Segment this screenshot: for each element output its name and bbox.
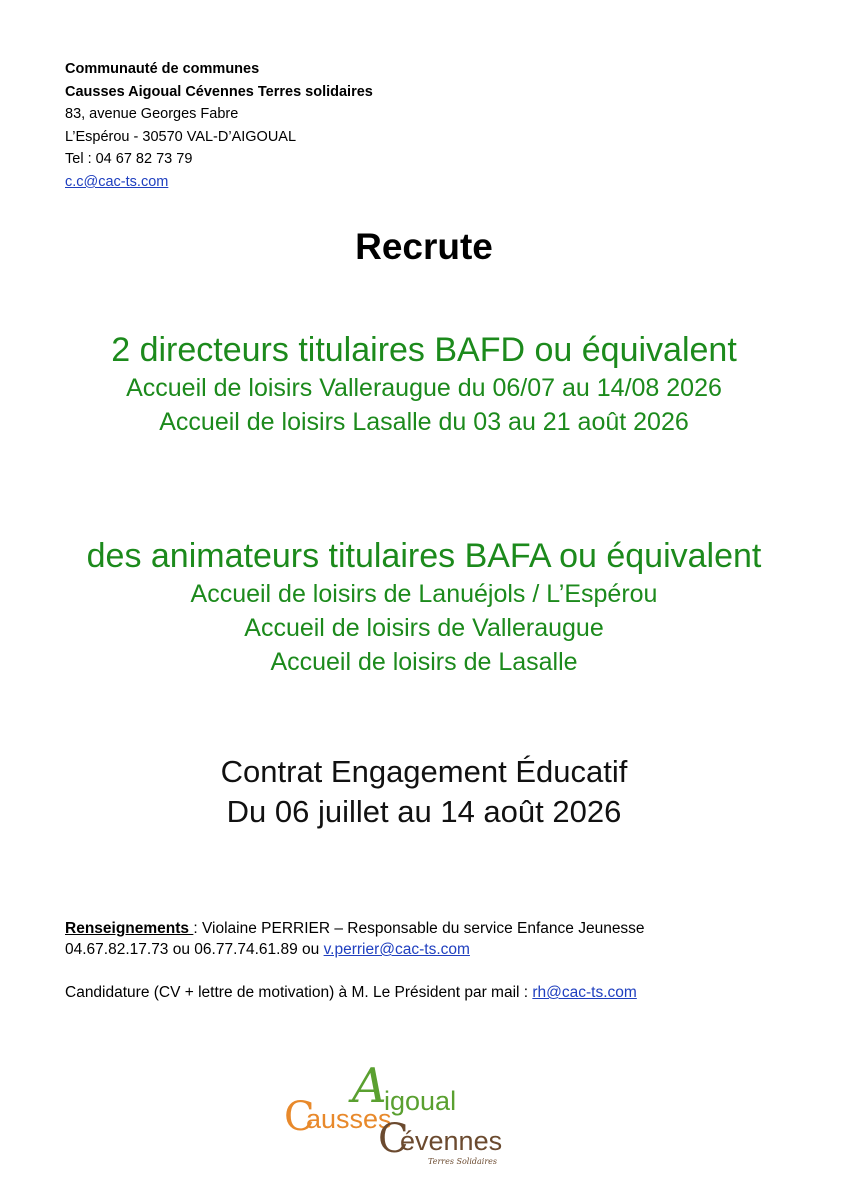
- logo-c2-letter: C: [378, 1116, 409, 1162]
- sender-tel: Tel : 04 67 82 73 79: [65, 151, 193, 168]
- contract-line1: Contrat Engagement Éducatif: [220, 754, 628, 789]
- page-title: Recrute: [355, 226, 493, 267]
- sender-city: L’Espérou - 30570 VAL-D’AIGOUAL: [65, 128, 297, 145]
- info-label: Renseignements: [65, 920, 194, 937]
- animators-line3: Accueil de loisirs de Lasalle: [270, 648, 578, 676]
- animators-line1: Accueil de loisirs de Lanuéjols / L’Espérou: [190, 580, 658, 608]
- logo-a-letter: A: [352, 1058, 387, 1114]
- sender-block: [65, 58, 373, 194]
- logo-aigoual: igoual: [384, 1086, 457, 1116]
- contract-section: [0, 752, 848, 832]
- info-text: : Violaine PERRIER – Responsable du service Enfance Jeunesse: [193, 920, 645, 937]
- application-email-link[interactable]: rh@cac-ts.com: [532, 984, 637, 1001]
- info-block: [65, 918, 645, 1003]
- logo-cevennes: évennes: [400, 1126, 503, 1156]
- info-email-link[interactable]: v.perrier@cac-ts.com: [323, 941, 470, 958]
- animators-heading: des animateurs titulaires BAFA ou équivalent: [86, 537, 762, 575]
- sender-email-link[interactable]: c.c@cac-ts.com: [65, 173, 169, 190]
- application-line: [65, 982, 645, 1003]
- application-text: Candidature (CV + lettre de motivation) à M. Le Président par mail :: [65, 984, 533, 1001]
- logo-tagline: Terres Solidaires: [428, 1157, 498, 1166]
- sender-line2: Causses Aigoual Cévennes Terres solidaires: [65, 83, 373, 100]
- info-phones: 04.67.82.17.73 ou 06.77.74.61.89 ou: [65, 941, 324, 958]
- directors-heading: 2 directeurs titulaires BAFD ou équivalent: [111, 331, 737, 369]
- animators-section: [0, 536, 848, 679]
- logo-causses: ausses: [306, 1104, 392, 1134]
- cac-logo: [280, 1040, 530, 1175]
- directors-line2: Accueil de loisirs Lasalle du 03 au 21 août 2026: [159, 408, 689, 436]
- info-line1: [65, 918, 645, 939]
- sender-address: 83, avenue Georges Fabre: [65, 106, 239, 123]
- directors-section: [0, 330, 848, 439]
- animators-line2: Accueil de loisirs de Valleraugue: [244, 614, 604, 642]
- info-line2: [65, 939, 645, 960]
- sender-line1: Communauté de communes: [65, 61, 260, 77]
- logo-c-letter: C: [284, 1094, 315, 1140]
- directors-line1: Accueil de loisirs Valleraugue du 06/07 au 14/08 2026: [126, 374, 722, 402]
- contract-line2: Du 06 juillet au 14 août 2026: [226, 794, 622, 829]
